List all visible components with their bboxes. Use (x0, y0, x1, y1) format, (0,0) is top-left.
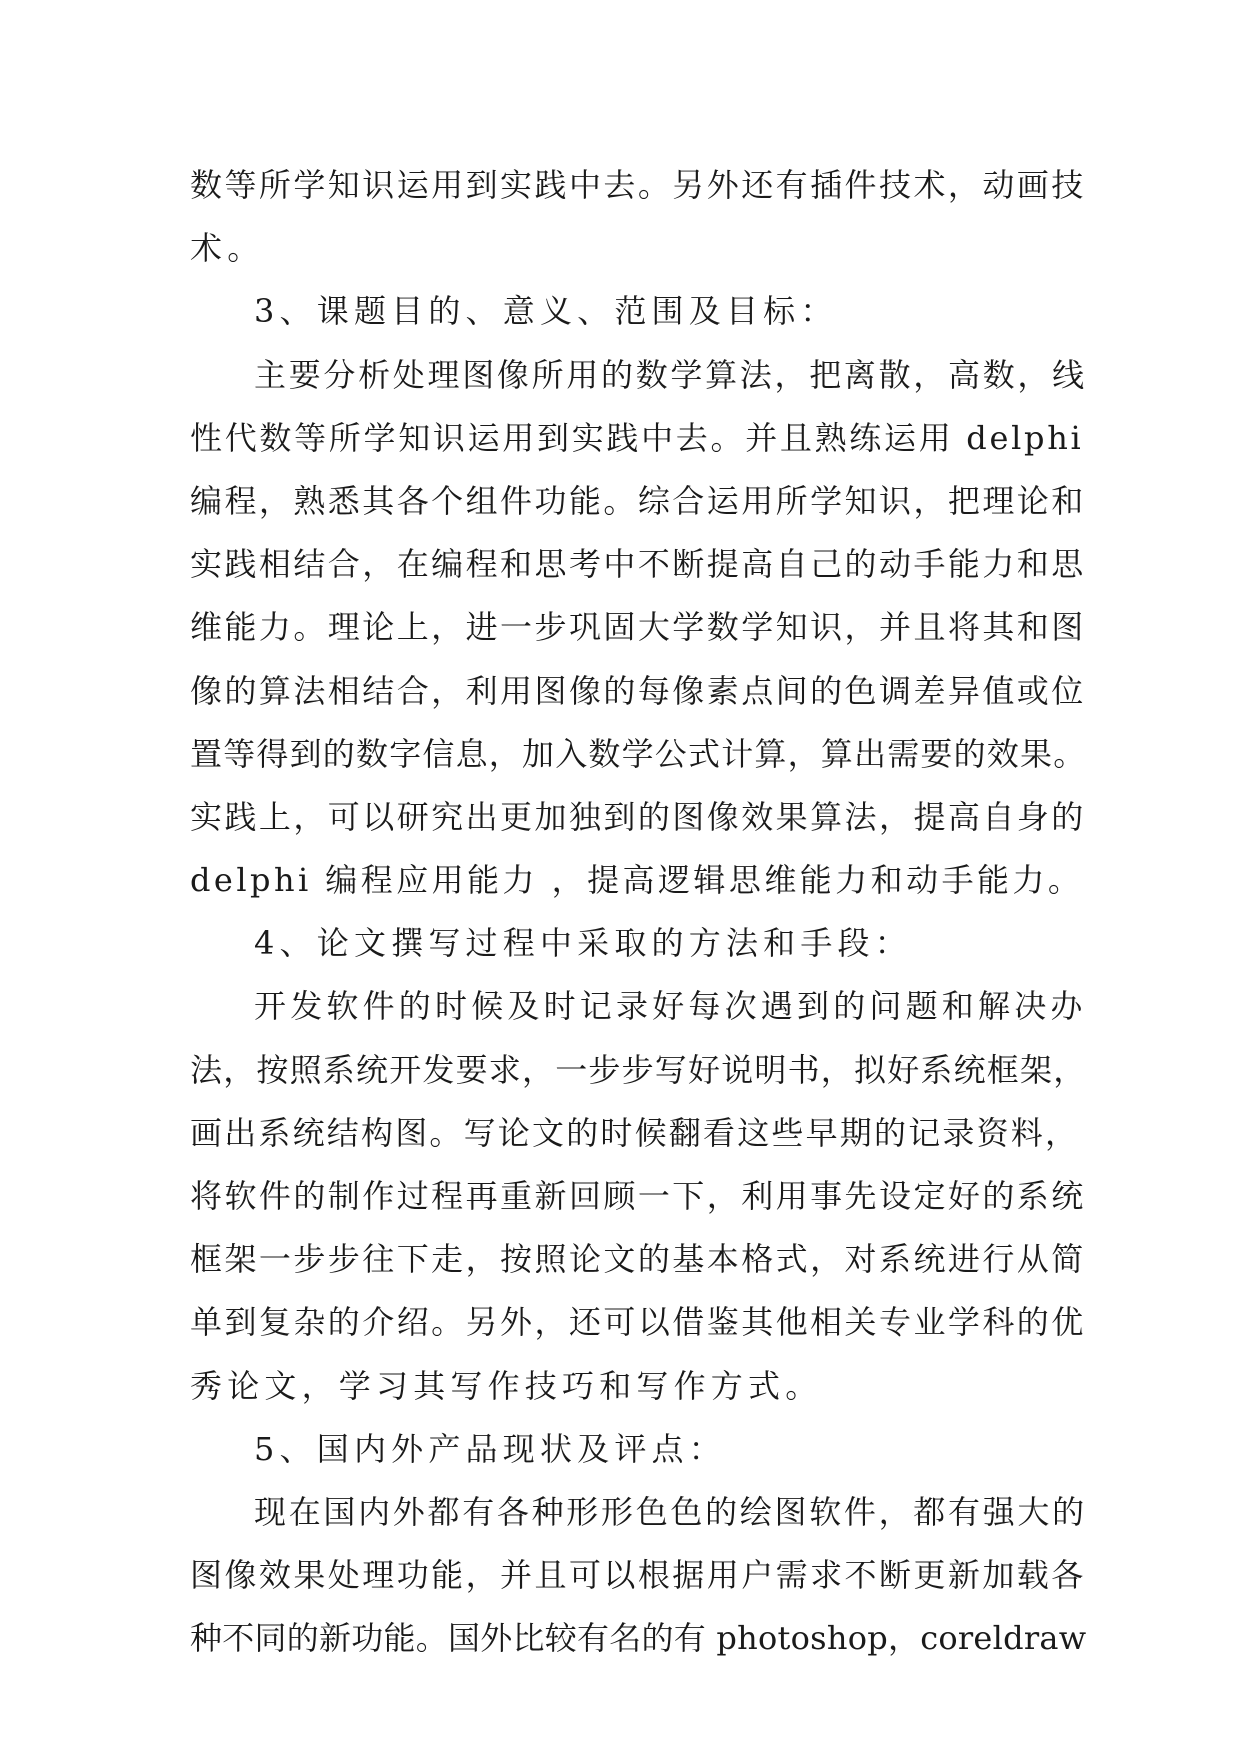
text-line: 单到复杂的介绍。另外，还可以借鉴其他相关专业学科的优 (190, 1303, 1086, 1342)
text-line: 图像效果处理功能，并且可以根据用户需求不断更新加载各 (190, 1556, 1086, 1595)
text-line: 数等所学知识运用到实践中去。另外还有插件技术，动画技 (190, 166, 1086, 204)
text-line: 框架一步步往下走，按照论文的基本格式，对系统进行从简 (190, 1240, 1086, 1279)
body-text (190, 154, 1090, 1671)
text-line: 维能力。理论上，进一步巩固大学数学知识，并且将其和图 (190, 608, 1086, 647)
text-line: 编程，熟悉其各个组件功能。综合运用所学知识，把理论和 (190, 481, 1086, 520)
text-line: 像的算法相结合，利用图像的每像素点间的色调差异值或位 (190, 671, 1086, 710)
text-line: 实践上，可以研究出更加独到的图像效果算法，提高自身的 (190, 797, 1086, 836)
text-line: 种不同的新功能。国外比较有名的有 photoshop，coreldraw (190, 1619, 1087, 1658)
text-line: 置等得到的数字信息，加入数学公式计算，算出需要的效果。 (190, 734, 1087, 773)
text-line: 性代数等所学知识运用到实践中去。并且熟练运用 delphi (190, 418, 1084, 457)
section-heading-3: 3、课题目的、意义、范围及目标： (254, 292, 838, 331)
section-heading-4: 4、论文撰写过程中采取的方法和手段： (254, 924, 912, 963)
text-line: 术。 (190, 229, 265, 268)
text-line: 实践相结合，在编程和思考中不断提高自己的动手能力和思 (190, 545, 1086, 584)
text-line: 开发软件的时候及时记录好每次遇到的问题和解决办 (254, 987, 1087, 1026)
text-line: 现在国内外都有各种形形色色的绘图软件，都有强大的 (254, 1492, 1087, 1531)
text-line: 将软件的制作过程再重新回顾一下，利用事先设定好的系统 (190, 1177, 1086, 1215)
text-line: 法，按照系统开发要求，一步步写好说明书，拟好系统框架， (190, 1050, 1087, 1089)
text-line: 画出系统结构图。写论文的时候翻看这些早期的记录资料， (190, 1113, 1080, 1152)
text-line: 秀论文，学习其写作技巧和写作方式。 (190, 1366, 823, 1405)
section-heading-5: 5、国内外产品现状及评点： (254, 1429, 726, 1468)
text-line: 主要分析处理图像所用的数学算法，把离散，高数，线 (254, 355, 1087, 394)
text-line: delphi 编程应用能力 ，提高逻辑思维能力和动手能力。 (190, 861, 1084, 900)
